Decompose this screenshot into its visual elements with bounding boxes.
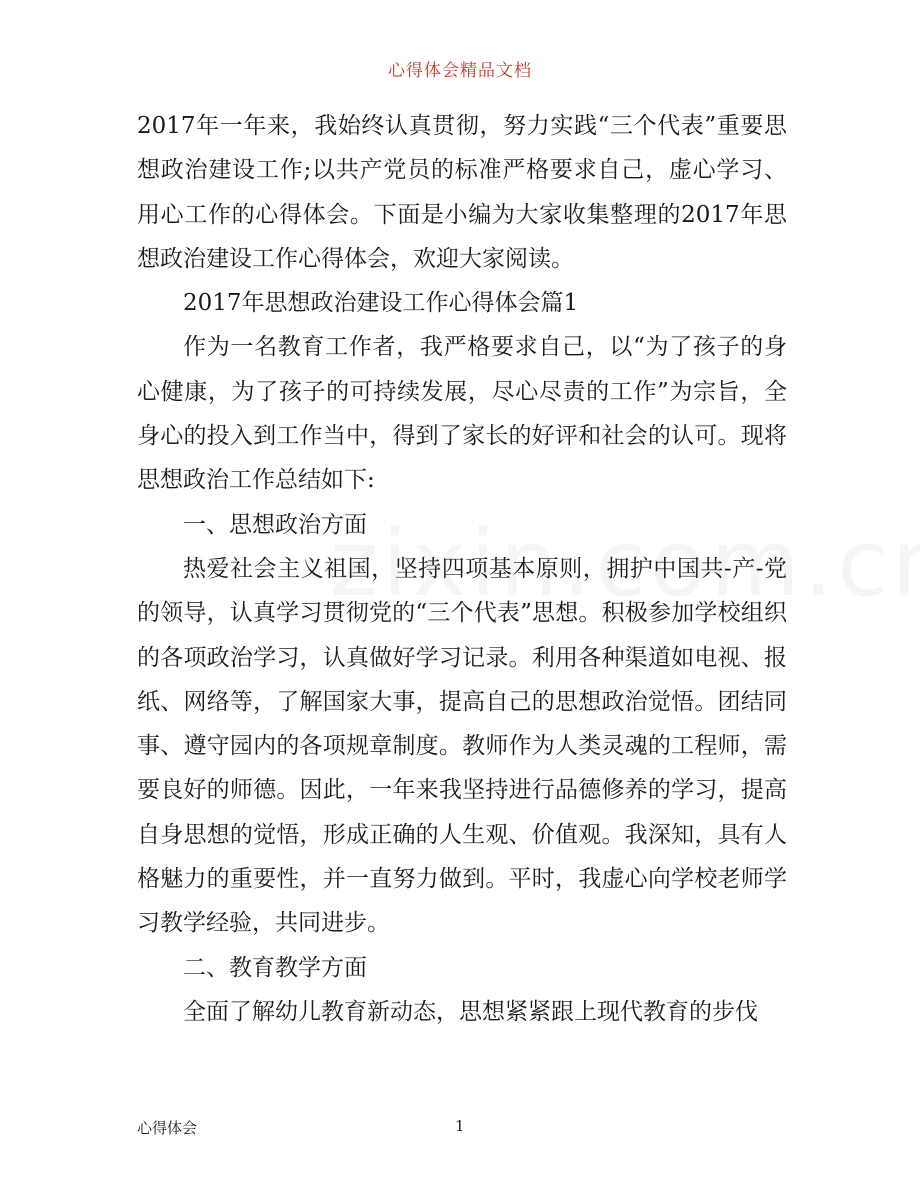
paragraph-intro: 2017年一年来，我始终认真贯彻，努力实践“三个代表”重要思想政治建设工作;以共产党员的标准严格要求自己，虚心学习、用心工作的心得体会。下面是小编为大家收集整理的2017年思想政治建设工作心得体会，欢迎大家阅读。	[137, 113, 787, 272]
section-heading-teaching: 二、教育教学方面	[183, 954, 367, 981]
section-heading-ideology: 一、思想政治方面	[183, 511, 367, 538]
page-number: 1	[455, 1117, 465, 1135]
document-header-title: 心得体会精品文档	[388, 61, 532, 81]
section-heading-article-1: 2017年思想政治建设工作心得体会篇1	[183, 290, 579, 317]
paragraph-teaching: 全面了解幼儿教育新动态，思想紧紧跟上现代教育的步伐	[183, 998, 758, 1025]
paragraph-ideology: 热爱社会主义祖国，坚持四项基本原则，拥护中国共-产-党的领导，认真学习贯彻党的“三个代表”思想。积极参加学校组织的各项政治学习，认真做好学习记录。利用各种渠道如电视、报纸、网络等，了解国家大事，提高自己的思想政治觉悟。团结同事、遵守园内的各项规章制度。教师作为人类灵魂的工程师，需要良好的师德。因此，一年来我坚持进行品德修养的学习，提高自身思想的觉悟，形成正确的人生观、价值观。我深知，具有人格魅力的重要性，并一直努力做到。平时，我虚心向学校老师学习教学经验，共同进步。	[137, 555, 787, 937]
document-body	[137, 104, 787, 1034]
footer-label: 心得体会	[137, 1119, 198, 1137]
paragraph-purpose: 作为一名教育工作者，我严格要求自己，以“为了孩子的身心健康，为了孩子的可持续发展，尽心尽责的工作”为宗旨，全身心的投入到工作当中，得到了家长的好评和社会的认可。现将思想政治工作总结如下:	[137, 334, 787, 494]
